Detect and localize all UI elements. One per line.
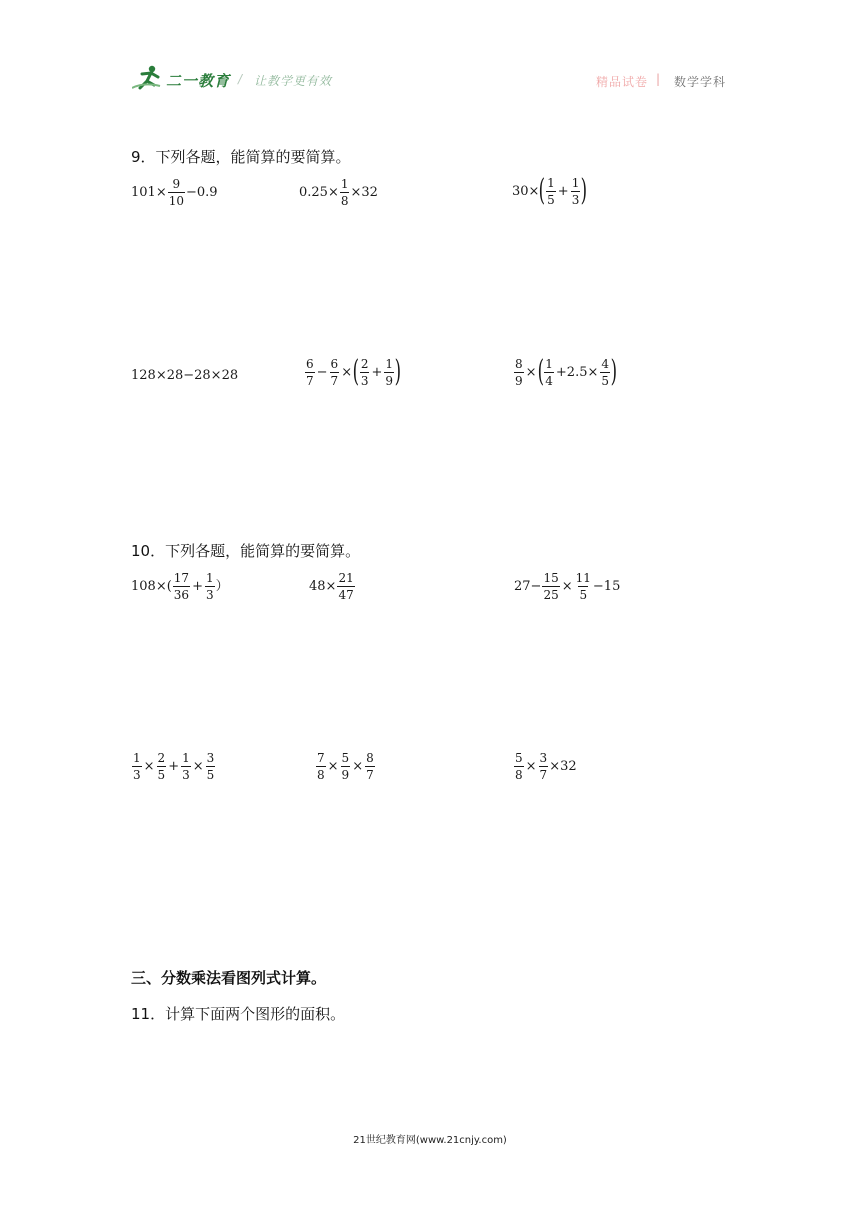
left-paren: (	[352, 354, 360, 389]
expr-text: −15	[592, 579, 621, 594]
fraction: $\frac{4}{5}$	[601, 356, 610, 388]
page-header	[132, 64, 732, 94]
expr-text: ×32	[549, 759, 577, 774]
fraction: $\frac{1}{4}$	[545, 356, 553, 388]
expr-text: 0.25×	[299, 185, 339, 200]
times-operator: ×	[327, 759, 339, 774]
question-9-title: 9．下列各题，能简算的要简算。	[131, 148, 351, 166]
q10-expression-4	[131, 752, 216, 781]
section-3-title: 三、分数乘法看图列式计算。	[131, 969, 327, 987]
fraction: $\frac{15}{25}$	[543, 571, 559, 602]
expr-text: 108×(	[131, 579, 172, 594]
fraction: $\frac{1}{8}$	[340, 177, 349, 208]
fraction: $\frac{1}{3}$	[571, 175, 580, 207]
fraction: $\frac{21}{47}$	[338, 571, 354, 602]
fraction: $\frac{8}{9}$	[515, 356, 523, 388]
left-paren: (	[539, 173, 546, 208]
fraction: $\frac{1}{3}$	[205, 571, 214, 602]
fraction: $\frac{17}{36}$	[173, 571, 190, 602]
right-paren: )	[580, 173, 588, 208]
fraction: $\frac{3}{7}$	[539, 751, 548, 782]
times-operator: ×	[525, 364, 537, 380]
plus-operator: +	[192, 579, 203, 594]
times-operator: ×	[352, 759, 364, 774]
q9-expression-5	[304, 354, 402, 389]
fraction: $\frac{1}{5}$	[547, 175, 555, 207]
expr-text: 30×	[512, 183, 540, 199]
times-operator: ×	[143, 759, 155, 774]
logo-text: 二一教育	[166, 72, 231, 90]
expr-text: 101×	[131, 185, 167, 200]
runner-logo-icon	[132, 64, 162, 92]
expr-text: ×32	[350, 185, 378, 200]
plus-operator: +	[371, 364, 383, 380]
fraction: $\frac{6}{7}$	[306, 356, 314, 388]
question-10-title: 10．下列各题，能简算的要简算。	[131, 542, 361, 560]
times-operator: ×	[525, 759, 537, 774]
q9-expression-6	[513, 354, 618, 389]
right-paren: )	[394, 354, 402, 389]
header-subject: 数学学科	[674, 75, 727, 89]
fraction: $\frac{6}{7}$	[330, 356, 339, 388]
q9-expression-3	[512, 173, 588, 208]
page-footer: 21世纪教育网(www.21cnjy.com)	[353, 1135, 507, 1146]
fraction: $\frac{1}{3}$	[182, 751, 190, 782]
slogan: 让教学更有效	[254, 74, 333, 88]
q10-expression-5	[315, 752, 376, 781]
q10-expression-1	[131, 572, 229, 601]
q10-expression-2	[309, 572, 356, 601]
fraction: $\frac{8}{7}$	[366, 751, 374, 782]
minus-operator: −	[316, 364, 328, 380]
times-operator: ×	[561, 579, 573, 594]
q9-expression-2	[299, 178, 378, 207]
header-divider: |	[656, 72, 662, 86]
fraction: $\frac{5}{9}$	[341, 751, 350, 782]
expr-text: 48×	[309, 579, 337, 594]
expr-text: 128×28−28×28	[131, 368, 239, 383]
fraction: $\frac{3}{5}$	[206, 751, 215, 782]
fraction: $\frac{2}{3}$	[360, 356, 369, 388]
right-paren: )	[610, 354, 618, 389]
question-11-title: 11．计算下面两个图形的面积。	[131, 1005, 346, 1023]
q9-expression-1	[131, 178, 218, 207]
plus-operator: +	[557, 183, 569, 199]
right-paren: ）	[215, 579, 229, 594]
fraction: $\frac{1}{9}$	[385, 356, 393, 388]
fraction: $\frac{11}{5}$	[575, 571, 591, 602]
times-operator: ×	[341, 364, 353, 380]
q10-expression-6	[513, 752, 577, 781]
fraction: $\frac{9}{10}$	[168, 177, 184, 208]
fraction: $\frac{7}{8}$	[317, 751, 325, 782]
times-operator: ×	[192, 759, 204, 774]
expr-text: +2.5×	[555, 364, 599, 380]
fraction: $\frac{1}{3}$	[133, 751, 141, 782]
q9-expression-4	[131, 369, 238, 382]
left-paren: (	[537, 354, 544, 389]
q10-expression-3	[514, 572, 620, 601]
expr-text: 27−	[514, 579, 542, 594]
expr-text: −0.9	[186, 185, 218, 200]
header-label: 精品试卷	[596, 75, 649, 89]
plus-operator: +	[168, 759, 180, 774]
header-separator: /	[238, 72, 244, 86]
fraction: $\frac{5}{8}$	[515, 751, 523, 782]
fraction: $\frac{2}{5}$	[157, 751, 166, 782]
